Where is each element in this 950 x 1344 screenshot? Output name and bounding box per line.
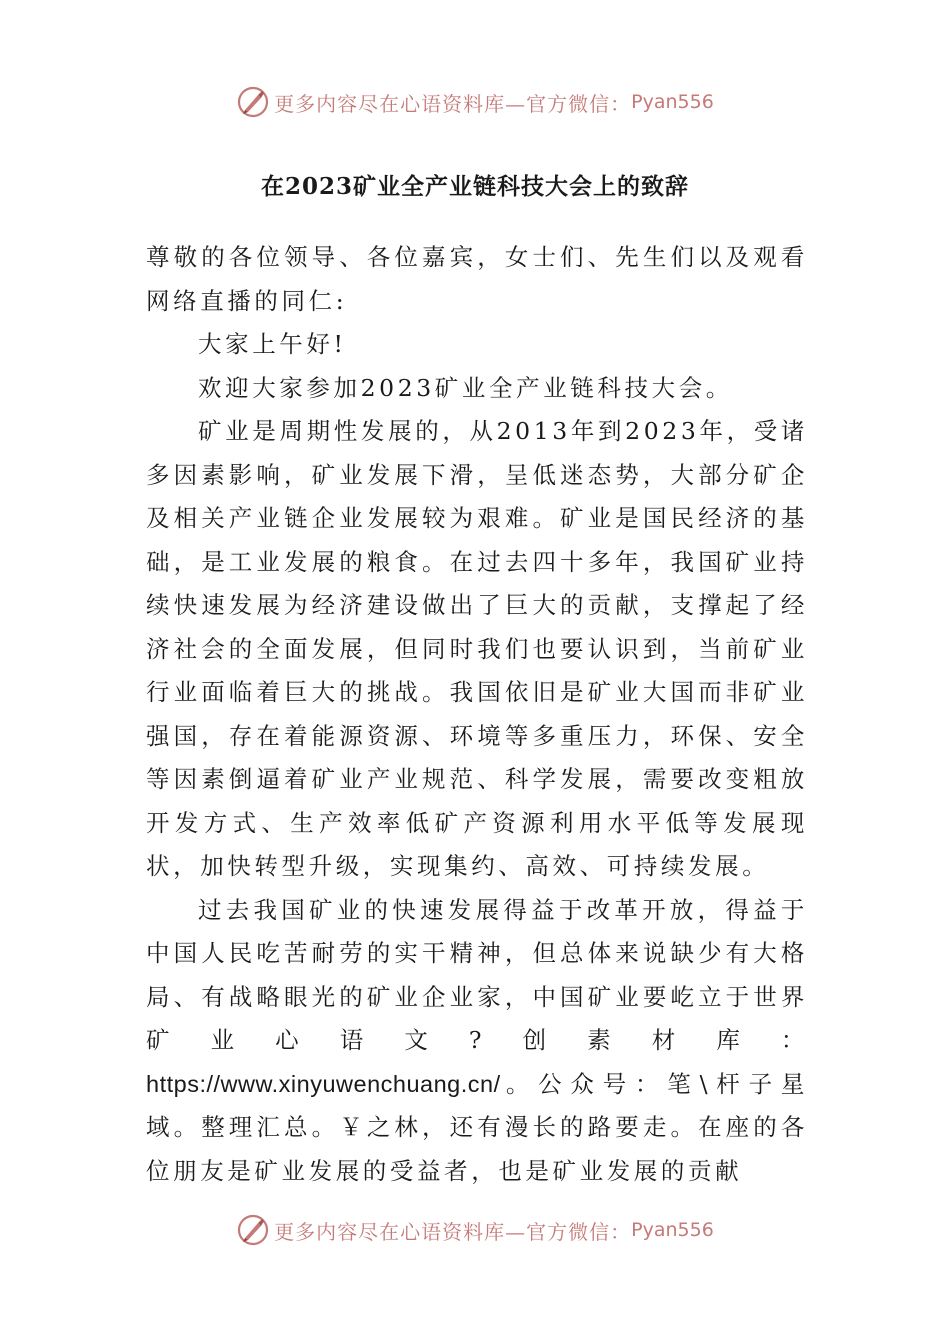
pen-logo-icon: [236, 85, 270, 119]
pen-logo-icon: [236, 1213, 270, 1247]
paragraph-1: 矿业是周期性发展的，从2013年到2023年，受诸多因素影响，矿业发展下滑，呈低迷态势，大部分矿企及相关产业链企业发展较为艰难。矿业是国民经济的基础，是工业发展的粮食。在过去四十多年，我国矿业持续快速发展为经济建设做出了巨大的贡献，支撑起了经济社会的全面发展，但同时我们也要认识到，当前矿业行业面临着巨大的挑战。我国依旧是矿业大国而非矿业强国，存在着能源资源、环境等多重压力，环保、安全等因素倒逼着矿业产业规范、科学发展，需要改变粗放开发方式、生产效率低矿产资源利用水平低等发展现状，加快转型升级，实现集约、高效、可持续发展。: [146, 417, 808, 880]
salutation: 尊敬的各位领导、各位嘉宾，女士们、先生们以及观看网络直播的同仁:: [146, 243, 808, 315]
watermark-text: 更多内容尽在心语资料库—官方微信：: [274, 1219, 632, 1244]
paragraph-2-part-2: 。公众号：笔\杆子星域。整理汇总。￥之林，还有漫长的路要走。在座的各位朋友是矿业发展的受益者，也是矿业发展的贡献: [146, 1069, 808, 1185]
greeting: 大家上午好!: [198, 330, 347, 358]
welcome-line: 欢迎大家参加2023矿业全产业链科技大会。: [198, 373, 733, 402]
footer-watermark: [0, 1210, 950, 1250]
paragraph-2-part-1: 过去我国矿业的快速发展得益于改革开放，得益于中国人民吃苦耐劳的实干精神，但总体来说缺少有大格局、有战略眼光的矿业企业家，中国矿业要屹立于世界矿业心语文?创素材库：: [146, 895, 808, 1054]
watermark-text: 更多内容尽在心语资料库—官方微信：: [274, 91, 632, 116]
paragraph-2: [146, 889, 808, 1194]
watermark-id: Pyan556: [631, 91, 714, 113]
document-title: 在2023矿业全产业链科技大会上的致辞: [260, 173, 689, 200]
source-url: https://www.xinyuwenchuang.cn/: [146, 1070, 501, 1097]
document-body: [146, 236, 808, 1193]
header-watermark: [0, 82, 950, 122]
watermark-id: Pyan556: [631, 1219, 714, 1241]
